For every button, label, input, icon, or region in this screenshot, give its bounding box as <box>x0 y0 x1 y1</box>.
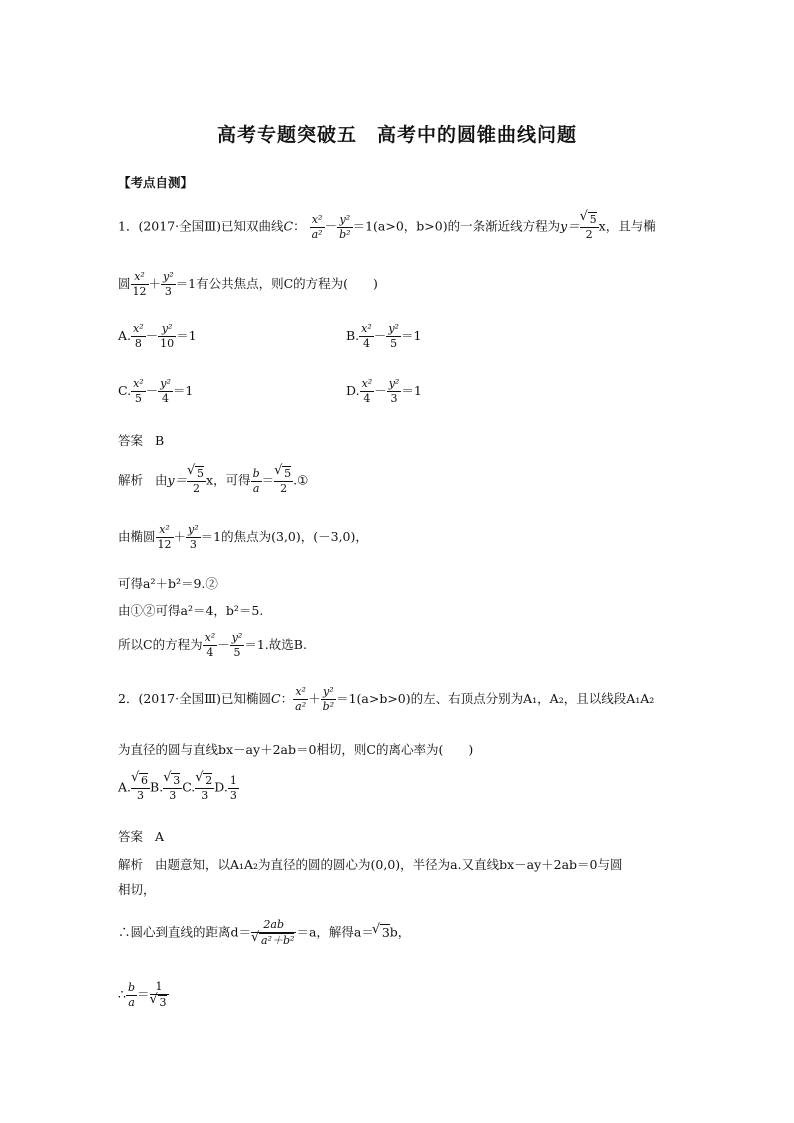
q1-an1-y: y＝ <box>167 472 188 488</box>
q1-frac3 <box>580 212 599 242</box>
opt-b-frac2 <box>386 322 401 351</box>
opt-c-d2: 4 <box>158 391 173 406</box>
q1-analysis-line1 <box>118 466 308 496</box>
q2-n2: y² <box>323 685 334 698</box>
q1-an1-mid: x，可得 <box>206 472 251 488</box>
opt-d-d1: 4 <box>360 391 375 406</box>
opt-c-n2: y² <box>160 377 171 390</box>
q1-an5-n2: y² <box>231 631 243 644</box>
q1-y-eq: y＝ <box>560 218 580 234</box>
opt-a-tail: ＝1 <box>176 328 197 343</box>
opt-c-d1: 5 <box>131 391 146 406</box>
opt-b-n1: x² <box>361 322 372 335</box>
q1-an1-frac2 <box>274 466 293 496</box>
page-title: 高考专题突破五 高考中的圆锥曲线问题 <box>216 124 577 146</box>
q1-option-b <box>346 322 421 351</box>
q2-opt-d: D. <box>214 779 228 795</box>
q1-eq-cond: ＝1(a>0，b>0)的一条渐近线方程为 <box>352 218 561 234</box>
opt-d-tail: ＝1 <box>401 383 422 398</box>
q1-line1 <box>118 212 656 242</box>
q2-dist-den: √ a²＋b² <box>259 933 294 948</box>
opt-b-frac1 <box>359 322 374 351</box>
opt-c-op: － <box>145 383 159 398</box>
q1-e-den2: 3 <box>161 284 176 299</box>
q2-analysis-line2: 相切， <box>118 882 156 897</box>
q1-an2-pre: 由椭圆 <box>118 529 156 544</box>
q1-line2-tail: ＝1有公共焦点，则C的方程为( ) <box>175 276 378 291</box>
q2-c: C <box>271 691 281 706</box>
q2-frac1 <box>293 685 308 714</box>
q1-analysis-line2 <box>118 523 368 552</box>
q1-an1-b: b <box>252 466 260 480</box>
q2-frac2 <box>321 685 336 714</box>
opt-b-n2: y² <box>388 322 399 335</box>
q1-an1-a: a <box>251 481 262 496</box>
q1-prefix: 1．(2017·全国Ⅲ)已知双曲线 <box>118 218 284 234</box>
q2-ratio-pre: ∴ <box>118 986 126 1002</box>
q1-an2-n2: y² <box>188 523 199 536</box>
q1-option-c <box>118 377 193 406</box>
q1-line2-start: 圆 <box>118 276 131 291</box>
q2-dist-num: 2ab <box>263 918 285 931</box>
q2-ratio-a: a <box>126 995 137 1010</box>
q2-line1 <box>118 685 654 714</box>
opt-d-n2: y² <box>388 377 400 390</box>
q1-e-den1: 12 <box>132 285 147 298</box>
q1-answer-value: B <box>154 433 165 448</box>
opt-a-n1: x² <box>133 322 144 335</box>
opt-b-op: － <box>373 328 387 343</box>
q1-an1-pre: 由 <box>154 472 168 488</box>
q2-answer-value: A <box>154 829 164 844</box>
q1-an1-ba <box>251 467 262 496</box>
q1-analysis-line3: 可得a²＋b²＝9.② <box>118 576 218 591</box>
q1-line2 <box>118 270 378 299</box>
q1-analysis-label: 解析 <box>118 472 144 488</box>
q1-frac2-den: b² <box>339 227 351 241</box>
q1-an1-end: .① <box>293 472 309 488</box>
q2-ratio-frac2 <box>150 980 169 1010</box>
q2-distance-line <box>118 918 410 948</box>
q1-an5-tail: ＝1.故选B. <box>244 637 307 652</box>
q2-plus: ＋ <box>308 691 321 706</box>
q1-analysis-line4: 由①②可得a²＝4，b²＝5. <box>118 603 264 618</box>
q1-an5-frac1 <box>203 631 218 660</box>
opt-d-op: － <box>374 383 387 398</box>
q1-minus: － <box>324 218 338 234</box>
q2-opt-a-sqrt: √ 6 <box>139 773 148 788</box>
q1-an1-sqrt: √ 5 <box>195 466 204 481</box>
opt-d-frac2 <box>387 377 402 406</box>
opt-c-frac1 <box>131 377 146 406</box>
q1-an1-frac <box>187 466 206 496</box>
q1-an2-frac1 <box>156 523 174 552</box>
q2-opt-a-frac <box>131 773 150 803</box>
q1-option-d <box>346 377 422 406</box>
q2-opt-d-num: 1 <box>229 773 237 787</box>
q2-opt-a: A. <box>118 779 132 795</box>
q1-c: C <box>283 218 294 234</box>
q1-an5-op: － <box>217 637 230 652</box>
q1-an5-d2: 5 <box>230 645 245 660</box>
q1-an1-eq: ＝ <box>261 472 275 488</box>
q1-frac3-den: 2 <box>580 227 599 242</box>
opt-a-frac2 <box>158 322 176 351</box>
q2-ratio-sqrt: √ 3 <box>158 995 167 1010</box>
q2-d2: b² <box>322 700 335 713</box>
q1-frac1 <box>310 213 325 242</box>
opt-b-tail: ＝1 <box>400 328 422 343</box>
q1-an5-d1: 4 <box>203 645 218 660</box>
q2-answer <box>118 827 164 845</box>
q1-e-num1: x² <box>134 270 145 283</box>
q1-sqrt5: √ 5 <box>588 212 597 227</box>
opt-d-n1: x² <box>361 377 373 390</box>
q1-ellipse-frac1 <box>131 270 149 299</box>
q2-analysis-label: 解析 <box>118 857 144 872</box>
q1-an5-n1: x² <box>204 631 216 644</box>
q2-opt-b: B. <box>150 779 164 795</box>
q1-answer-label: 答案 <box>118 433 144 448</box>
q1-an5-pre: 所以C的方程为 <box>118 637 203 652</box>
q2-n1: x² <box>295 685 306 698</box>
q2-prefix: 2．(2017·全国Ⅲ)已知椭圆 <box>118 691 272 706</box>
opt-a-n2: y² <box>161 322 173 335</box>
q2-opt-b-den: 3 <box>163 788 182 803</box>
q2-ratio-line <box>118 980 169 1010</box>
opt-a-label: A. <box>118 328 132 343</box>
opt-a-d2: 10 <box>160 337 175 350</box>
q1-answer <box>118 431 164 449</box>
q1-an1-sqrt2: √ 5 <box>282 466 291 481</box>
q1-plus: ＋ <box>148 276 162 291</box>
q1-option-a <box>118 322 197 351</box>
q1-an2-d2: 3 <box>186 537 201 552</box>
q2-ratio-b: b <box>127 980 135 994</box>
q1-frac1-num: x² <box>311 212 323 226</box>
q1-an5-frac2 <box>230 631 245 660</box>
q1-frac2-num: y² <box>339 212 351 226</box>
q1-an1-den2: 2 <box>274 481 293 496</box>
q1-x-tail: x，且与椭 <box>598 218 656 234</box>
q2-opt-c-sqrt: √ 2 <box>203 773 212 788</box>
q2-dist-end: b， <box>389 924 411 940</box>
q2-analysis-line1 <box>118 855 623 873</box>
opt-c-tail: ＝1 <box>172 383 194 398</box>
opt-c-label: C. <box>118 383 132 398</box>
section-heading: 【考点自测】 <box>118 175 194 190</box>
q2-dist-sqrt: √ 3 <box>380 924 390 940</box>
q2-dist-tail: ＝a，解得a＝ <box>296 924 374 940</box>
opt-d-d2: 3 <box>387 391 402 406</box>
q2-opt-b-frac <box>163 773 182 803</box>
q2-answer-label: 答案 <box>118 829 144 844</box>
q1-frac1-den: a² <box>311 227 323 241</box>
q1-an2-plus: ＋ <box>173 529 187 544</box>
q2-analysis-text1: 由题意知，以A₁A₂为直径的圆的圆心为(0,0)，半径为a.又直线bx－ay＋2ab＝0与圆 <box>154 857 623 872</box>
opt-b-label: B. <box>346 328 360 343</box>
q2-opt-c: C. <box>182 779 196 795</box>
opt-b-d1: 4 <box>359 336 374 351</box>
opt-d-label: D. <box>346 383 360 398</box>
q2-opt-a-den: 3 <box>131 788 150 803</box>
q2-opt-c-den: 3 <box>195 788 214 803</box>
q1-ellipse-frac2 <box>161 270 176 299</box>
q2-line2: 为直径的圆与直线bx－ay＋2ab＝0相切，则C的离心率为( ) <box>118 742 474 757</box>
q2-opt-d-den: 3 <box>229 788 237 802</box>
q2-ratio-frac1 <box>126 981 137 1010</box>
q1-e-num2: y² <box>163 270 174 283</box>
q2-ratio-num: 1 <box>155 980 163 993</box>
opt-a-d1: 8 <box>131 336 146 351</box>
q1-an1-den: 2 <box>187 481 206 496</box>
q1-an2-d1: 12 <box>157 538 172 551</box>
opt-a-op: － <box>145 328 159 343</box>
q2-opt-c-frac <box>195 773 214 803</box>
opt-c-n1: x² <box>133 377 144 390</box>
q2-options <box>118 773 239 803</box>
q2-line1-tail: ＝1(a>b>0)的左、右顶点分别为A₁，A₂，且以线段A₁A₂ <box>336 691 655 706</box>
q1-analysis-line5 <box>118 631 307 660</box>
q2-ratio-eq: ＝ <box>137 986 150 1002</box>
q2-opt-d-frac <box>228 774 239 803</box>
q2-opt-b-sqrt: √ 3 <box>171 773 180 788</box>
q1-an2-frac2 <box>186 523 201 552</box>
q1-an2-tail: ＝1的焦点为(3,0)，(－3,0)， <box>200 529 368 544</box>
opt-a-frac1 <box>131 322 146 351</box>
opt-b-d2: 5 <box>386 336 401 351</box>
q2-d1: a² <box>295 700 307 713</box>
q1-frac2 <box>337 213 352 242</box>
q1-an2-n1: x² <box>159 523 170 536</box>
q2-colon: ： <box>280 691 294 706</box>
q2-dist-frac <box>251 918 296 948</box>
opt-c-frac2 <box>158 377 173 406</box>
q2-dist-pre: ∴圆心到直线的距离d＝ <box>118 924 252 940</box>
q1-colon: ： <box>293 218 306 234</box>
opt-d-frac1 <box>360 377 375 406</box>
